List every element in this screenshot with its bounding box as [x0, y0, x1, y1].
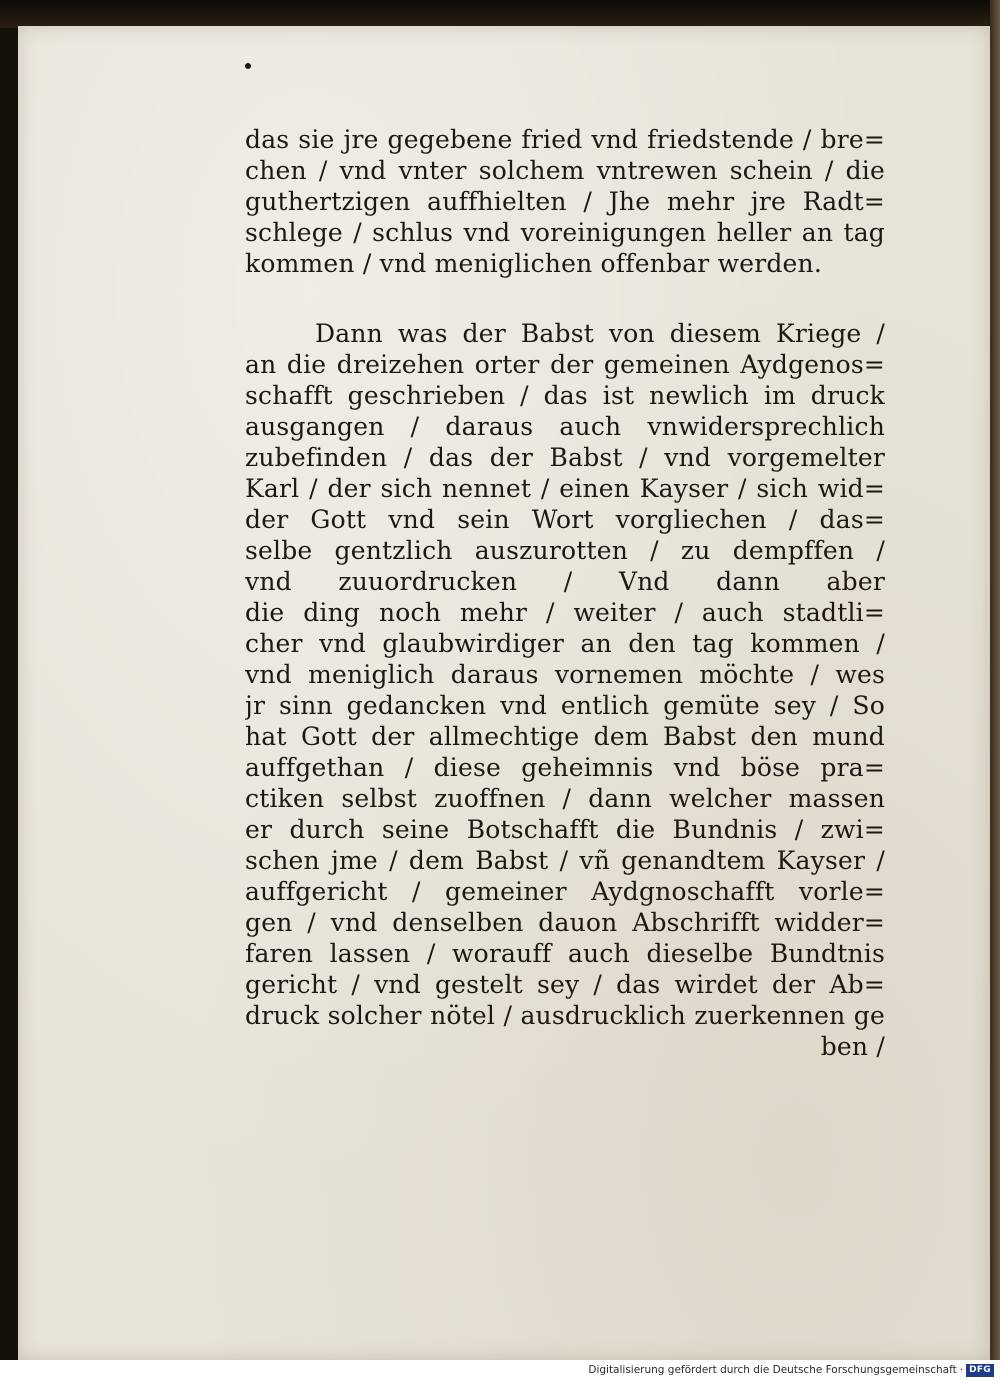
- catchword: ben /: [820, 1032, 885, 1061]
- text-line: vnd zuuordrucken / Vnd dann aber: [245, 567, 885, 596]
- text-line: chen / vnd vnter solchem vntrewen schein / die: [245, 156, 885, 185]
- digitization-footer: [0, 1360, 1000, 1380]
- text-line: jr sinn gedancken vnd entlich gemüte sey / So: [245, 691, 885, 720]
- funding-credit: Digitalisierung gefördert durch die Deutsche Forschungsgemeinschaft: [588, 1364, 957, 1376]
- text-line: selbe gentzlich auszurotten / zu dempffen /: [245, 536, 885, 565]
- text-line: faren lassen / worauff auch dieselbe Bundtnis: [245, 939, 885, 968]
- text-line: die ding noch mehr / weiter / auch stadtli=: [245, 598, 885, 627]
- text-line: schafft geschrieben / das ist newlich im druck: [245, 381, 885, 410]
- text-line: das sie jre gegebene fried vnd friedstende / bre=: [245, 125, 885, 154]
- text-line: auffgethan / diese geheimnis vnd böse pra=: [245, 753, 885, 782]
- text-line: ausgangen / daraus auch vnwidersprechlich: [245, 412, 885, 441]
- text-line: zubefinden / das der Babst / vnd vorgemelter: [245, 443, 885, 472]
- footer-separator: ·: [959, 1364, 964, 1376]
- text-line: cher vnd glaubwirdiger an den tag kommen /: [245, 629, 885, 658]
- text-line: der Gott vnd sein Wort vorgliechen / das=: [245, 505, 885, 534]
- binding-edge-right: [990, 0, 1000, 1360]
- text-line: ctiken selbst zuoffnen / dann welcher massen: [245, 784, 885, 813]
- dfg-logo-icon: DFG: [966, 1364, 994, 1377]
- text-line: schen jme / dem Babst / vñ genandtem Kayser /: [245, 846, 885, 875]
- text-line: an die dreizehen orter der gemeinen Aydgenos=: [245, 350, 885, 379]
- text-line: hat Gott der allmechtige dem Babst den mund: [245, 722, 885, 751]
- text-line: vnd meniglich daraus vornemen möchte / wes: [245, 660, 885, 689]
- text-line: gen / vnd denselben dauon Abschrifft widder=: [245, 908, 885, 937]
- ink-dot: [245, 63, 251, 69]
- text-line: gericht / vnd gestelt sey / das wirdet der Ab=: [245, 970, 885, 999]
- text-line: Karl / der sich nennet / einen Kayser / sich wid=: [245, 474, 885, 503]
- body-text: [245, 124, 885, 1062]
- text-line: Dann was der Babst von diesem Kriege /: [315, 319, 885, 348]
- text-line: schlege / schlus vnd voreinigungen heller an tag: [245, 218, 885, 247]
- text-line: guthertzigen auffhielten / Jhe mehr jre Radt=: [245, 187, 885, 216]
- binding-edge-top: [0, 0, 1000, 28]
- text-line: auffgericht / gemeiner Aydgnoschafft vorle=: [245, 877, 885, 906]
- text-line: kommen / vnd meniglichen offenbar werden.: [245, 249, 822, 278]
- text-line: druck solcher nötel / ausdrucklich zuerkennen ge: [245, 1001, 885, 1030]
- paragraph-gap: [245, 279, 885, 318]
- text-line: er durch seine Botschafft die Bundnis / zwi=: [245, 815, 885, 844]
